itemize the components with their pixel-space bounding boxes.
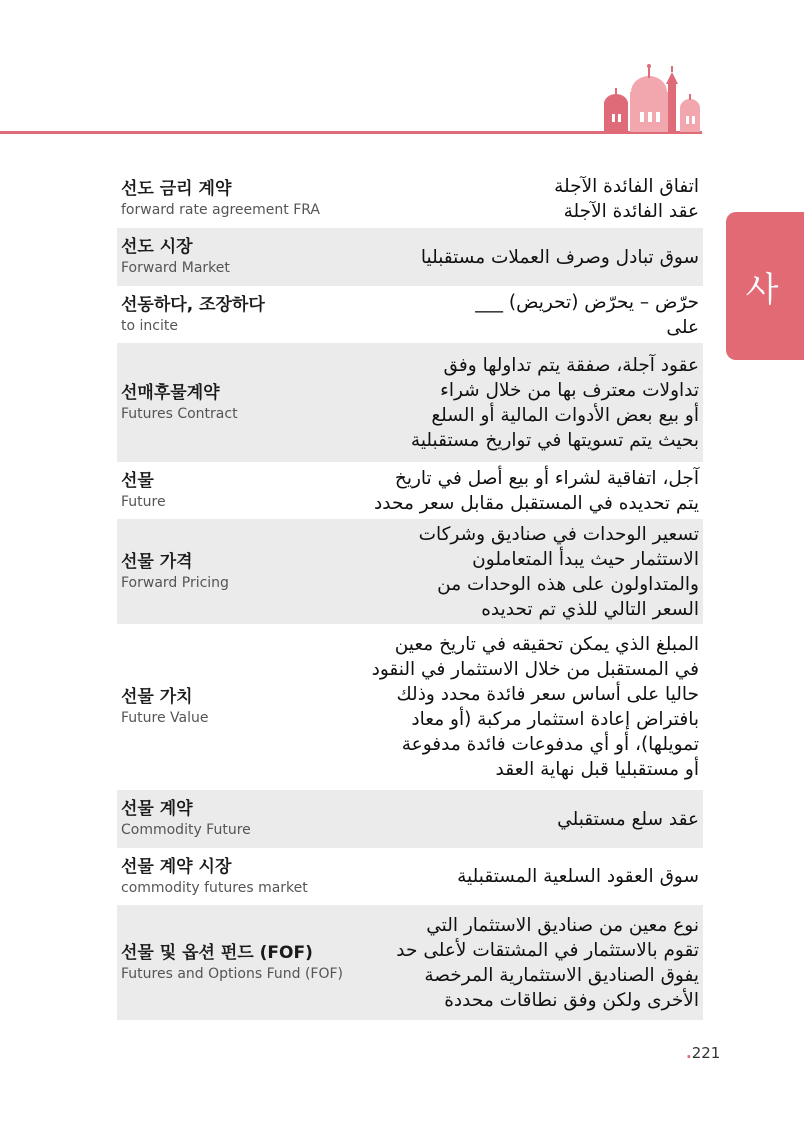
glossary-row xyxy=(117,343,703,462)
korean-term: 선도 금리 계약 xyxy=(121,179,232,199)
korean-term: 선물 및 옵션 펀드 (FOF) xyxy=(121,942,313,963)
english-term: Futures Contract xyxy=(121,405,238,422)
arabic-term: عقد سلع مستقبلي xyxy=(557,808,699,830)
english-term: Future Value xyxy=(121,710,209,726)
arabic-term: اتفاق الفائدة الآجلة عقد الفائدة الآجلة xyxy=(554,176,699,222)
glossary-row xyxy=(117,624,703,790)
glossary-row xyxy=(117,519,703,624)
english-term: Commodity Future xyxy=(121,822,251,838)
glossary-row xyxy=(117,286,703,343)
page-number-dot: . xyxy=(686,1044,692,1062)
korean-term: 선동하다, 조장하다 xyxy=(121,294,265,315)
english-term: Futures and Options Fund (FOF) xyxy=(121,965,344,982)
english-term: Forward Pricing xyxy=(121,574,229,591)
korean-term: 선물 계약 xyxy=(121,799,193,819)
header-rule xyxy=(0,131,702,134)
korean-term: 선매후물계약 xyxy=(121,382,220,403)
glossary-row xyxy=(117,790,703,848)
english-term: commodity futures market xyxy=(121,879,308,896)
arabic-term: تسعير الوحدات في صناديق وشركات الاستثمار حيث يبدأ المتعاملون والمتداولون على هذه الوحدات من السعر التالي للذي تم تحديده xyxy=(418,523,699,620)
arabic-term: المبلغ الذي يمكن تحقيقه في تاريخ معين في المستقبل من خلال الاستثمار في النقود حاليا على أساس سعر فائدة محدد وذلك بافتراض إعادة استثمار مركبة (أو معاد تمويلها)، أو أي مدفوعات فائدة مدفوعة أو مستقبليا قبل نهاية العقد xyxy=(371,634,699,780)
arabic-term: حرّض – يحرّض (تحريض) ___ على xyxy=(475,291,699,338)
korean-term: 선도 시장 xyxy=(121,237,193,257)
korean-term: 선물 xyxy=(121,470,154,491)
section-tab xyxy=(726,212,804,360)
glossary-row xyxy=(117,848,703,905)
glossary-row xyxy=(117,228,703,286)
arabic-term: نوع معين من صناديق الاستثمار التي تقوم بالاستثمار في المشتقات لأعلى حد يفوق الصناديق الاستثمارية المرخصة الأخرى ولكن وفق نطاقات محددة xyxy=(396,914,699,1011)
arabic-term: سوق تبادل وصرف العملات مستقبليا xyxy=(420,246,699,268)
korean-term: 선물 계약 시장 xyxy=(121,856,232,877)
glossary-row xyxy=(117,905,703,1020)
section-tab-label: 사 xyxy=(745,269,779,310)
arabic-term: سوق العقود السلعية المستقبلية xyxy=(457,866,699,887)
glossary-row xyxy=(117,170,703,228)
page-number xyxy=(686,1044,720,1062)
arabic-term: آجل، اتفاقية لشراء أو بيع أصل في تاريخ يتم تحديده في المستقبل مقابل سعر محدد xyxy=(374,467,699,514)
korean-term: 선물 가치 xyxy=(121,687,193,707)
glossary-row xyxy=(117,462,703,519)
english-term: to incite xyxy=(121,317,178,334)
english-term: forward rate agreement FRA xyxy=(121,202,321,218)
english-term: Forward Market xyxy=(121,260,230,276)
glossary-table xyxy=(117,170,703,1020)
arabic-term: عقود آجلة، صفقة يتم تداولها وفق تداولات معترف بها من خلال شراء أو بيع بعض الأدوات المالية أو السلع بحيث يتم تسويتها في تواريخ مستقبلية xyxy=(410,354,699,451)
english-term: Future xyxy=(121,493,166,510)
korean-term: 선물 가격 xyxy=(121,551,193,572)
page-number-value: 221 xyxy=(691,1044,721,1062)
mosque-icon xyxy=(600,62,704,132)
